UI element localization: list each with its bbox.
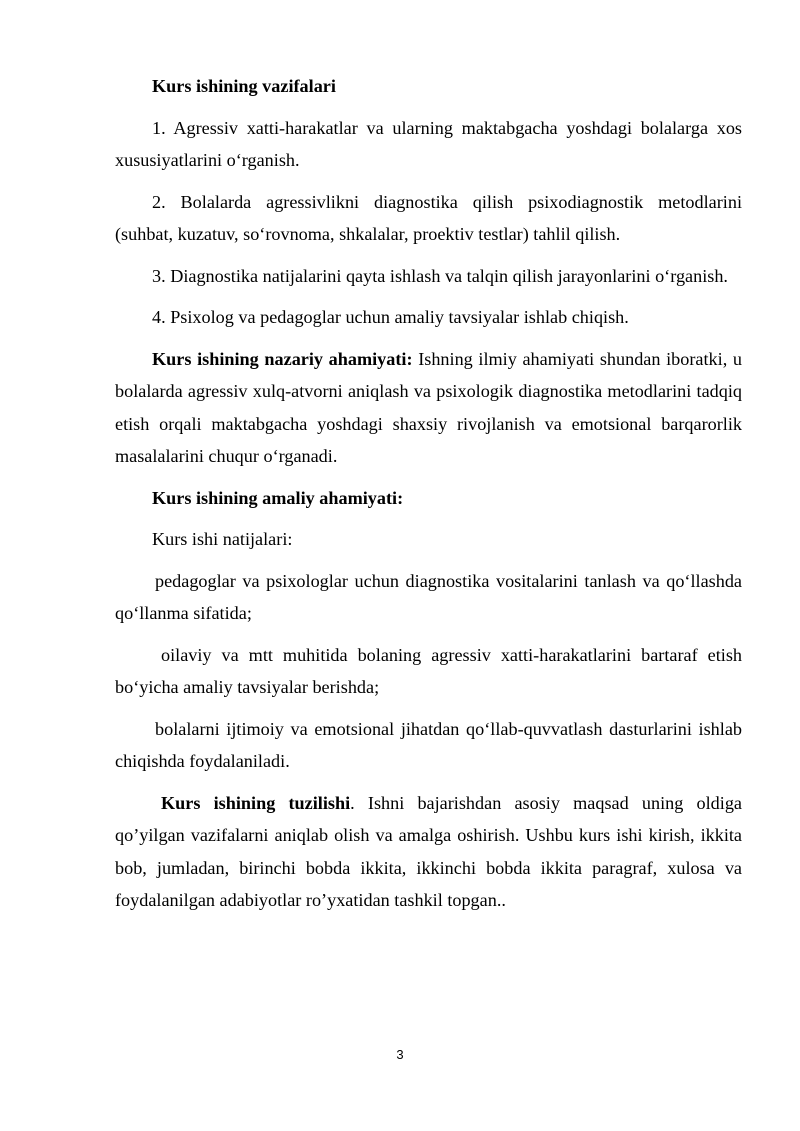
task-1: 1. Agressiv xatti-harakatlar va ularning maktabgacha yoshdagi bolalarga xos xususiyatlarini o‘rganish. — [115, 117, 742, 170]
heading-tasks — [115, 70, 742, 103]
task-2: 2. Bolalarda agressivlikni diagnostika qilish psixodiagnostik metodlarini (suhbat, kuzatuv, so‘rovnoma, shkalalar, proektiv testlar) tahlil qilish. — [115, 191, 742, 244]
practical-label: Kurs ishining amaliy ahamiyati: — [152, 487, 404, 508]
structure-text: . Ishni bajarishdan asosiy maqsad uning oldiga qo’yilgan vazifalarni aniqlab olish va amalga oshirish. Ushbu kurs ishi kirish, ikkita bob, jumladan, birinchi bobda ikkita, ikkinchi bobda ikkita paragraf, xulosa va foydalanilgan adabiyotlar ro’yxatidan tashkil topgan.. — [115, 792, 742, 910]
heading-tasks-text: Kurs ishining vazifalari — [152, 76, 336, 96]
page-number: 3 — [396, 1047, 404, 1062]
task-4: 4. Psixolog va pedagoglar uchun amaliy tavsiyalar ishlab chiqish. — [152, 307, 629, 327]
task-3: 3. Diagnostika natijalarini qayta ishlash va talqin qilish jarayonlarini o‘rganish. — [152, 265, 728, 286]
result-item-1: pedagoglar va psixologlar uchun diagnostika vositalarini tanlash va qo‘llashda qo‘llanma sifatida; — [115, 570, 742, 623]
theory-label: Kurs ishining nazariy ahamiyati: — [152, 348, 413, 369]
result-item-2: oilaviy va mtt muhitida bolaning agressiv xatti-harakatlarini bartaraf etish bo‘yicha amaliy tavsiyalar berishda; — [115, 644, 742, 697]
result-item-3: bolalarni ijtimoiy va emotsional jihatdan qo‘llab-quvvatlash dasturlarini ishlab chiqishda foydalaniladi. — [115, 718, 742, 771]
results-intro: Kurs ishi natijalari: — [152, 529, 293, 549]
practical-heading — [115, 482, 742, 515]
structure-label: Kurs ishining tuzilishi — [161, 792, 351, 813]
structure-paragraph — [115, 787, 742, 917]
theory-paragraph — [115, 343, 742, 473]
theory-text: Ishning ilmiy ahamiyati shundan iboratki, u bolalarda agressiv xulq-atvorni aniqlash va psixologik diagnostika metodlarini tadqiq etish orqali maktabgacha yoshdagi shaxsiy rivojlanish va emotsional barqarorlik masalalarini chuqur o‘rganadi. — [115, 348, 742, 466]
page-body — [115, 70, 742, 917]
